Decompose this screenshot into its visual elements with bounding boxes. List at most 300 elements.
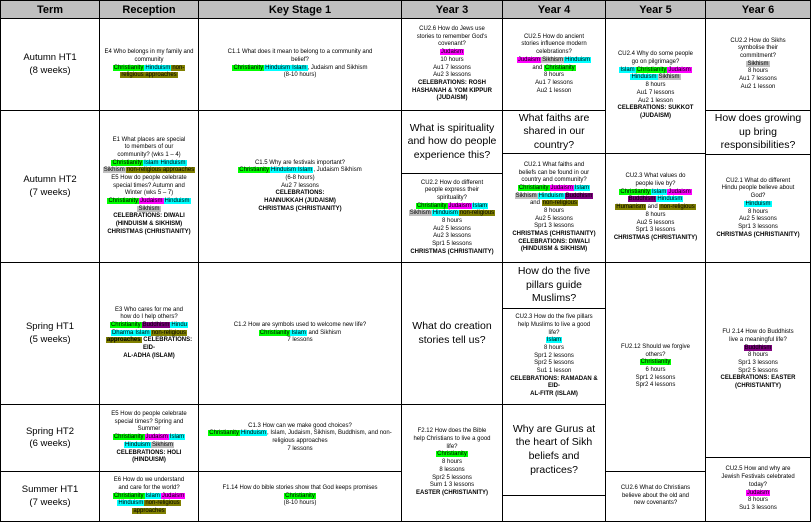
religion-tag: Judaism: [668, 66, 691, 73]
cell-line: [430, 482, 474, 490]
cell-line: [29, 65, 70, 77]
cell-text: CHRISTMAS (CHRISTIANITY): [613, 234, 698, 241]
religion-tag: Christianity: [113, 434, 144, 441]
cell-line: [419, 26, 485, 34]
cell-line: [516, 436, 592, 450]
term-spring-ht1: [0, 262, 100, 405]
cell-line: [272, 438, 327, 446]
cell-line: [421, 180, 483, 188]
cell-text: Winter (wks 5 – 7): [124, 190, 174, 197]
cell-line: [536, 49, 572, 57]
religion-tag: Sikhism: [542, 56, 564, 63]
cell-text: today?: [748, 481, 767, 488]
y3-unit-cu2-6: [401, 18, 503, 111]
cell-text: Hindu people believe about: [721, 185, 795, 192]
y4-summer-empty: [502, 495, 606, 522]
cell-line: [619, 189, 691, 197]
cell-line: [625, 173, 685, 181]
religion-tag: Islam: [292, 64, 307, 71]
cell-text: help Christians to live a good: [413, 436, 491, 443]
ks1-spring-ht2: [198, 404, 402, 472]
cell-text: beliefs can be found in our: [518, 169, 590, 176]
cell-line: [287, 446, 312, 454]
religion-tag: Christianity: [640, 359, 671, 366]
cell-line: [29, 438, 70, 450]
cell-line: [735, 383, 781, 391]
cell-line: [739, 76, 777, 84]
cell-line: [115, 307, 183, 315]
cell-text: Spr2 5 lessons: [432, 474, 472, 481]
cell-line: [412, 88, 492, 96]
cell-line: [102, 450, 196, 465]
header-term: Term: [0, 0, 100, 19]
cell-line: [722, 329, 793, 337]
cell-line: [725, 466, 790, 474]
cell-line: [548, 330, 559, 338]
cell-line: [102, 337, 196, 352]
cell-line: [284, 500, 317, 508]
cell-line: [442, 459, 462, 467]
cell-line: [505, 376, 603, 391]
religion-tag: Christianity: [416, 202, 447, 209]
cell-line: [26, 321, 74, 333]
cell-text: Jewish Festivals celebrated: [721, 474, 795, 481]
religion-tag: Islam: [574, 184, 590, 191]
cell-line: [113, 65, 186, 73]
religion-tag: Christianity: [113, 64, 144, 71]
cell-line: [546, 337, 562, 345]
cell-text: commitment?: [739, 52, 776, 59]
cell-text: What faiths are: [518, 111, 590, 124]
y5-unit-cu2-6: [605, 471, 706, 522]
cell-line: [436, 451, 468, 459]
cell-line: [530, 200, 578, 208]
y4-unit-cu2-1: [502, 153, 606, 263]
cell-text: Spr1 2 lessons: [534, 352, 574, 359]
cell-text: up bring: [739, 125, 777, 138]
cell-text: 6 hours: [645, 367, 666, 373]
y6-question-growing-up: [705, 110, 811, 155]
cell-line: [120, 314, 177, 322]
cell-text: 8 hours: [747, 497, 768, 504]
cell-text: C1.1 What does it mean to belong to a community and: [227, 49, 373, 56]
cell-line: [524, 162, 584, 170]
cell-text: Au2 1 lesson: [638, 97, 673, 104]
cell-text: CU2.6 What do Christians: [620, 484, 691, 491]
cell-text: stories influence modern: [521, 41, 587, 48]
cell-line: [410, 249, 493, 257]
cell-line: [103, 167, 195, 175]
cell-line: [739, 126, 777, 140]
y6-unit-cu2-5: [705, 457, 811, 522]
y4-question-gurus: [502, 404, 606, 496]
religion-tag: Hinduism: [124, 441, 150, 448]
cell-line: [418, 80, 486, 88]
cell-text: Why are Gurus at: [512, 422, 596, 435]
term-spring-ht2: [0, 404, 100, 472]
cell-text: pillars guide: [525, 278, 583, 291]
cell-line: [238, 167, 361, 175]
cell-line: [117, 152, 180, 160]
religion-tag: non-religious approaches: [126, 167, 195, 174]
cell-text: Spr2 5 lessons: [738, 367, 778, 374]
cell-text: responsibilities?: [720, 139, 796, 152]
cell-text: Au2 5 lessons: [433, 225, 471, 232]
cell-line: [537, 368, 572, 376]
cell-text: covenant?: [438, 41, 466, 48]
cell-text: Spr1 3 lessons: [738, 223, 778, 230]
cell-text: go on pilgrimage?: [631, 59, 680, 66]
religion-tag: Humanism: [616, 204, 645, 211]
cell-text: religious approaches: [272, 438, 328, 444]
cell-line: [116, 221, 182, 229]
cell-text: Spring HT1: [25, 321, 75, 333]
cell-line: [635, 181, 675, 189]
cell-line: [29, 187, 70, 199]
cell-text: the heart of Sikh: [515, 436, 593, 449]
cell-text: 8 hours: [747, 208, 768, 215]
cell-line: [29, 334, 70, 346]
cell-text: Autumn HT2: [23, 174, 77, 186]
cell-line: [544, 208, 564, 216]
cell-line: [521, 177, 586, 185]
religion-tag: Sikhism: [152, 441, 174, 448]
religion-tag: Buddhism: [628, 196, 656, 203]
cell-line: [544, 345, 564, 353]
cell-line: [132, 508, 165, 516]
cell-line: [744, 201, 771, 209]
header-year-5: Year 5: [605, 0, 706, 19]
cell-text: life?: [446, 443, 458, 450]
term-autumn-ht2: [0, 110, 100, 263]
religion-tag: Hinduism: [657, 196, 683, 203]
religion-tag: Christianity: [239, 167, 269, 174]
cell-line: [264, 198, 336, 206]
religion-tag: Islam: [144, 159, 159, 166]
religion-tag: Christianity: [112, 159, 143, 166]
cell-text: Muslims?: [531, 292, 577, 305]
cell-line: [134, 57, 163, 65]
cell-text: Au2 5 lessons: [535, 215, 573, 222]
religion-tag: Judaism: [440, 49, 464, 56]
cell-text: E1 What places are special: [112, 136, 186, 143]
cell-text: CELEBRATIONS: DIWALI: [518, 238, 590, 245]
ks1-autumn-ht2: [198, 110, 402, 263]
cell-line: [532, 65, 575, 73]
cell-text: AL-ADHA (ISLAM): [123, 352, 175, 359]
cell-text: FU2.12 Should we forgive: [620, 343, 691, 350]
cell-text: E3 Who cares for me and: [114, 306, 184, 313]
religion-tag: Hinduism: [160, 159, 186, 166]
cell-text: special times? Autumn and: [113, 182, 185, 189]
cell-text: How do the five: [517, 265, 591, 278]
cell-line: [519, 112, 590, 126]
religion-tag: Buddhism: [142, 321, 170, 328]
religion-tag: Christianity: [233, 64, 264, 71]
cell-line: [645, 212, 665, 220]
religion-tag: Christianity: [108, 198, 139, 204]
cell-text: CHRISTMAS (CHRISTIANITY): [410, 248, 494, 255]
cell-text: Au2 1 lesson: [740, 83, 776, 90]
cell-text: C1.3 How can we make good choices?: [248, 422, 352, 429]
cell-text: others?: [645, 351, 666, 358]
religion-tag: Hinduism: [270, 167, 296, 174]
cell-line: [408, 135, 497, 149]
cell-line: [115, 419, 184, 427]
reception-spring-ht2: [99, 404, 199, 472]
cell-line: [645, 82, 665, 90]
cell-text: (JUDAISM): [436, 95, 468, 102]
religion-tag: Islam: [135, 329, 150, 336]
cell-line: [515, 314, 592, 322]
cell-text: 7 lessons: [287, 445, 313, 452]
cell-line: [638, 98, 673, 106]
cell-text: Spring HT2: [25, 425, 75, 437]
religion-tag: Hinduism: [240, 430, 266, 437]
religion-tag: Hinduism: [565, 56, 591, 63]
cell-text: Au2 5 lessons: [739, 216, 777, 223]
cell-line: [437, 95, 468, 103]
cell-text: What do creation: [412, 319, 492, 332]
cell-line: [440, 49, 464, 57]
religion-tag: Judaism: [161, 492, 185, 499]
y4-unit-cu2-5: [502, 18, 606, 111]
cell-text: 8 hours: [645, 82, 666, 89]
cell-line: [418, 334, 485, 348]
cell-text: C1.5 Why are festivals important?: [254, 159, 346, 166]
cell-line: [634, 500, 677, 508]
term-summer-ht1: [0, 471, 100, 522]
cell-line: [114, 477, 184, 485]
cell-line: [637, 220, 675, 228]
cell-line: [22, 484, 78, 496]
cell-line: [748, 352, 768, 360]
cell-text: and: [645, 204, 660, 211]
religion-tag: Hinduism: [118, 500, 144, 507]
cell-text: What is spirituality: [409, 121, 495, 134]
cell-text: Sum 1 3 lessons: [429, 482, 475, 489]
religion-tag: Hinduism: [145, 64, 171, 71]
cell-line: [232, 65, 367, 73]
cell-line: [645, 352, 665, 360]
religion-tag: non-religious: [660, 204, 695, 211]
religion-tag: Hinduism: [538, 192, 564, 199]
cell-line: [110, 322, 188, 330]
cell-line: [285, 175, 314, 183]
religion-tag: Hinduism: [745, 200, 771, 207]
cell-line: [515, 193, 594, 201]
religion-tag: Buddhism: [565, 192, 593, 199]
cell-line: [433, 226, 471, 234]
cell-line: [751, 193, 766, 201]
cell-text: (7 weeks): [29, 496, 71, 508]
cell-text: Spr1 3 lessons: [534, 223, 574, 230]
cell-line: [640, 113, 671, 121]
religion-tag: Hindu: [171, 321, 188, 328]
cell-line: [111, 160, 186, 168]
religion-tag: Judaism: [668, 188, 691, 195]
cell-text: to members of our: [124, 144, 174, 151]
cell-line: [425, 187, 479, 195]
cell-text: beliefs and: [528, 450, 580, 462]
cell-text: 8 hours: [441, 459, 462, 466]
cell-line: [618, 51, 693, 59]
religion-tag: Sikhism: [409, 210, 431, 217]
cell-line: [716, 232, 799, 240]
cell-text: people live by?: [635, 181, 676, 188]
cell-text: and: [532, 64, 544, 71]
cell-line: [621, 485, 690, 493]
cell-line: [111, 330, 187, 338]
cell-line: [521, 41, 586, 49]
cell-text: Spr1 2 lessons: [635, 374, 676, 381]
cell-line: [446, 444, 457, 452]
cell-line: [410, 122, 495, 136]
cell-line: [517, 57, 591, 65]
religion-tag: Christianity: [259, 329, 290, 336]
cell-line: [621, 344, 690, 352]
cell-text: (CHRISTIANITY): [735, 383, 781, 390]
cell-text: (HINDUISM & SIKHISM): [115, 221, 183, 228]
religion-tag: Islam: [546, 337, 562, 344]
religion-tag: Buddhism: [744, 344, 772, 351]
religion-tag: Christianity: [518, 184, 549, 191]
cell-text: practices?: [530, 463, 578, 476]
cell-line: [287, 337, 312, 345]
cell-text: E5 How do people celebrate: [111, 411, 187, 418]
cell-line: [535, 80, 573, 88]
cell-line: [630, 74, 680, 82]
cell-line: [416, 490, 488, 498]
religion-tag: Sikhism: [138, 205, 160, 212]
religion-tag: Christianity: [113, 492, 144, 499]
cell-line: [637, 90, 675, 98]
cell-line: [537, 88, 572, 96]
cell-line: [111, 411, 186, 419]
cell-line: [640, 359, 672, 367]
religion-tag: Judaism: [140, 198, 163, 204]
cell-line: [614, 235, 697, 243]
cell-text: EASTER (CHRISTIANITY): [416, 489, 488, 496]
cell-text: life?: [548, 329, 560, 336]
cell-line: [748, 209, 768, 217]
cell-line: [739, 505, 777, 513]
cell-line: [284, 493, 316, 501]
y6-unit-fu2-14: [705, 262, 811, 458]
cell-line: [524, 34, 584, 42]
y6-unit-cu2-1: [705, 154, 811, 263]
religion-tag: Islam: [652, 188, 667, 195]
cell-text: Au2 7 lessons: [281, 182, 319, 189]
religion-tag: Judaism: [448, 202, 471, 209]
cell-line: [23, 174, 76, 186]
term-autumn-ht1: [0, 18, 100, 111]
cell-text: Au1 7 lessons: [739, 76, 777, 82]
cell-text: (5 weeks): [29, 333, 71, 345]
cell-text: (6-8 hours): [285, 174, 315, 181]
cell-text: CU2.2 How do Sikhs: [730, 37, 786, 44]
cell-line: [636, 375, 676, 383]
y3-question-creation: [401, 262, 503, 405]
cell-text: AL-FITR (ISLAM): [530, 391, 578, 398]
cell-line: [124, 442, 174, 450]
religion-tag: Sikhism: [515, 192, 537, 199]
cell-line: [748, 68, 768, 76]
cell-text: 8 hours: [441, 218, 462, 224]
cell-line: [636, 227, 676, 235]
cell-line: [409, 210, 495, 218]
cell-line: [544, 72, 564, 80]
cell-text: E6 How do we understand: [113, 477, 185, 484]
cell-line: [234, 322, 366, 330]
cell-text: How does growing: [714, 112, 802, 125]
cell-text: FU 2.14 How do Buddhists: [722, 329, 794, 336]
cell-text: CELEBRATIONS: DIWALI: [113, 213, 185, 220]
cell-text: CELEBRATIONS: HOLI (HINDUISM): [116, 449, 182, 464]
cell-line: [518, 185, 590, 193]
cell-text: live a meaningful life?: [729, 336, 787, 343]
cell-text: stories to remember God's: [416, 33, 488, 40]
cell-line: [741, 84, 776, 92]
cell-text: CELEBRATIONS: EID-: [141, 337, 193, 351]
religion-tag: Dharma: [111, 329, 134, 336]
cell-line: [730, 38, 785, 46]
cell-line: [432, 241, 472, 249]
cell-line: [208, 430, 391, 438]
cell-text: spirituality?: [436, 194, 467, 201]
header-year-6: Year 6: [705, 0, 811, 19]
cell-text: (HINDUISM & SIKHISM): [520, 246, 588, 253]
religion-tag: Hinduism: [432, 210, 458, 217]
cell-line: [530, 464, 578, 478]
ks1-spring-ht1: [198, 262, 402, 405]
cell-text: CU2.5 How do ancient: [523, 33, 585, 40]
cell-text: Summer HT1: [21, 484, 79, 496]
cell-text: HANNUKKAH (JUDAISM): [264, 198, 336, 204]
cell-line: [414, 149, 490, 163]
cell-line: [721, 139, 796, 153]
cell-line: [26, 426, 74, 438]
cell-text: 8 hours: [747, 352, 768, 359]
religion-tag: Hinduism: [265, 64, 291, 71]
religion-tag: approaches: [106, 337, 141, 344]
cell-text: , Islam, Judaism, Sikhism, Buddhism, and non-: [266, 430, 392, 437]
cell-line: [715, 112, 801, 126]
cell-text: CELEBRATIONS: EASTER: [720, 375, 796, 382]
cell-text: CU2.3 What values do: [625, 173, 686, 180]
cell-line: [248, 423, 352, 431]
y3-unit-f2-12: [401, 404, 503, 522]
cell-line: [111, 175, 186, 183]
header-year-4: Year 4: [502, 0, 606, 19]
y3-unit-cu2-2: [401, 173, 503, 263]
religion-tag: religious approaches: [121, 72, 177, 79]
cell-line: [534, 139, 574, 153]
religion-tag: Christianity: [110, 321, 141, 328]
cell-line: [123, 353, 174, 361]
cell-line: [125, 144, 174, 152]
reception-summer-ht1: [99, 471, 199, 522]
cell-text: experience this?: [413, 148, 491, 161]
cell-line: [228, 49, 373, 57]
cell-text: how do I help others?: [120, 314, 178, 321]
cell-text: , Judaism and Sikhism: [307, 64, 368, 71]
cell-line: [417, 34, 488, 42]
cell-line: [529, 450, 580, 464]
cell-line: [413, 436, 490, 444]
cell-text: and care for the world?: [118, 484, 180, 491]
cell-line: [438, 41, 466, 49]
